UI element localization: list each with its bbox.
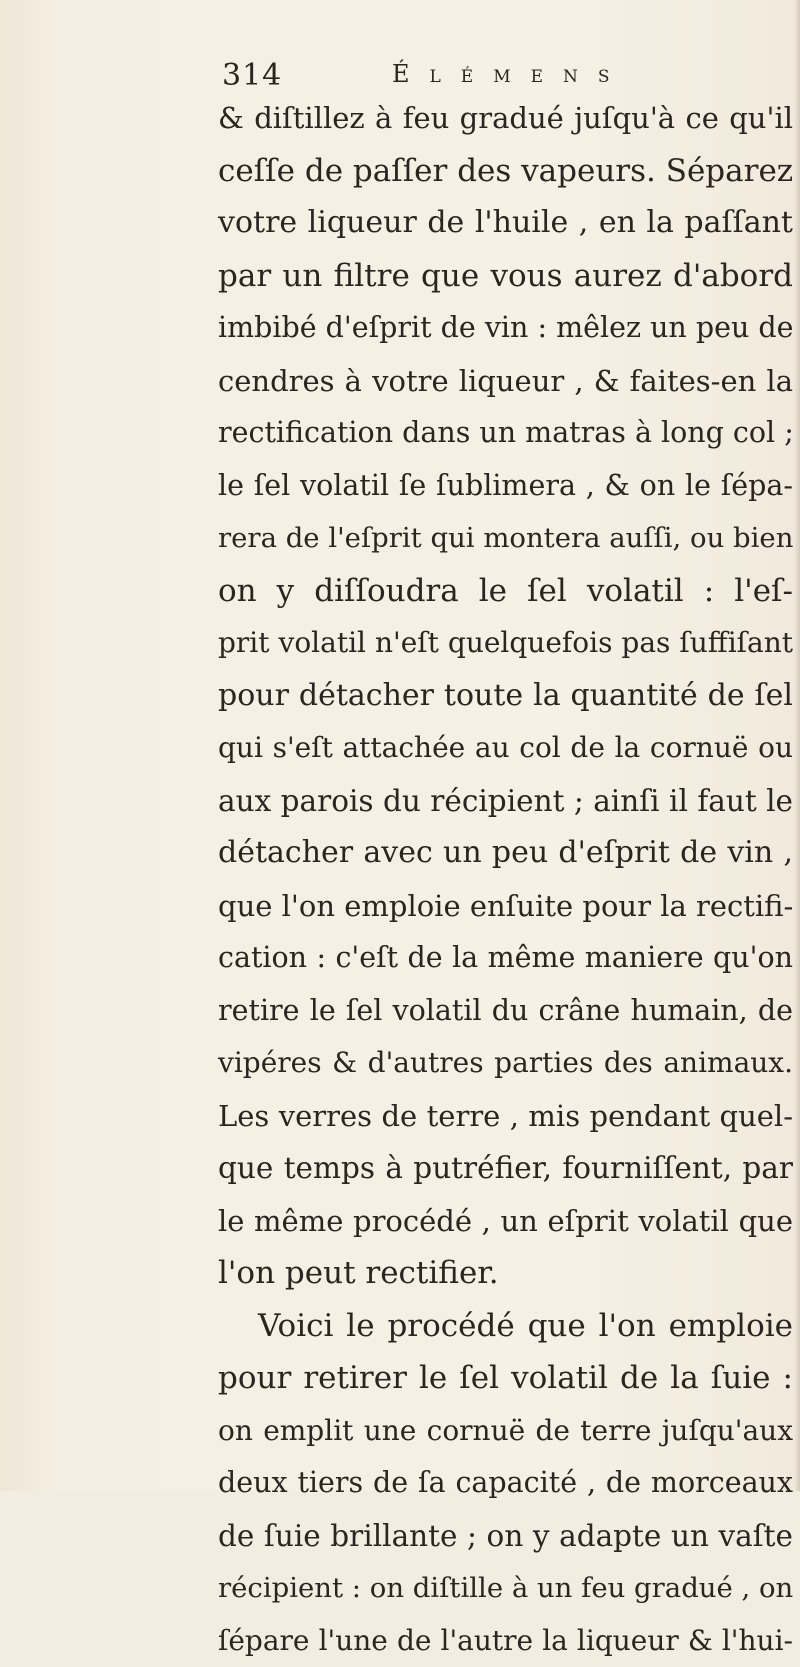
page-number: 314: [222, 58, 282, 93]
text-line-27: deux tiers de ſa capacité , de morceaux: [218, 1457, 793, 1510]
text-line-19: vipéres & d'autres parties des animaux.: [218, 1037, 793, 1090]
text-line-26: on emplit une cornuë de terre juſqu'aux: [218, 1405, 793, 1458]
text-line-29: récipient : on diſtille à un feu gradué , on: [218, 1562, 793, 1615]
text-line-8: le ſel volatil ſe ſublimera , & on le ſépa-: [218, 460, 793, 513]
text-line-5: imbibé d'eſprit de vin : mêlez un peu de: [218, 302, 793, 355]
text-line-17: cation : c'eſt de la même maniere qu'on: [218, 932, 793, 985]
body-text: [218, 92, 793, 1667]
text-line-7: rectification dans un matras à long col ;: [218, 407, 793, 460]
text-line-23: l'on peut rectifier.: [218, 1247, 793, 1300]
text-line-11: prit volatil n'eſt quelquefois pas ſuffiſant: [218, 617, 793, 670]
text-line-12: pour détacher toute la quantité de ſel: [218, 670, 793, 723]
text-line-24: Voici le procédé que l'on emploie: [218, 1300, 793, 1353]
text-line-2: ceſſe de paſſer des vapeurs. Séparez: [218, 145, 793, 198]
text-line-1: & diſtillez à feu gradué juſqu'à ce qu'il: [218, 92, 793, 145]
text-line-6: cendres à votre liqueur , & faites-en la: [218, 355, 793, 408]
text-line-25: pour retirer le ſel volatil de la ſuie :: [218, 1352, 793, 1405]
text-line-28: de ſuie brillante ; on y adapte un vaſte: [218, 1510, 793, 1563]
text-line-15: détacher avec un peu d'eſprit de vin ,: [218, 827, 793, 880]
text-line-21: que temps à putréfier, fourniſſent, par: [218, 1142, 793, 1195]
text-line-30: ſépare l'une de l'autre la liqueur & l'hui-: [218, 1615, 793, 1667]
text-line-4: par un filtre que vous aurez d'abord: [218, 250, 793, 303]
text-line-9: rera de l'eſprit qui montera auſſi, ou bien: [218, 512, 793, 565]
text-line-13: qui s'eſt attachée au col de la cornuë ou: [218, 722, 793, 775]
text-line-14: aux parois du récipient ; ainſi il faut le: [218, 775, 793, 828]
text-line-3: votre liqueur de l'huile , en la paſſant: [218, 197, 793, 250]
text-line-16: que l'on emploie enſuite pour la rectifi-: [218, 880, 793, 933]
text-line-20: Les verres de terre , mis pendant quel-: [218, 1090, 793, 1143]
page-edge-shadow: [794, 0, 800, 1491]
text-line-18: retire le ſel volatil du crâne humain, de: [218, 985, 793, 1038]
text-line-10: on y diſſoudra le ſel volatil : l'eſ-: [218, 565, 793, 618]
running-title: Élémens: [392, 60, 630, 88]
text-line-22: le même procédé , un eſprit volatil que: [218, 1195, 793, 1248]
